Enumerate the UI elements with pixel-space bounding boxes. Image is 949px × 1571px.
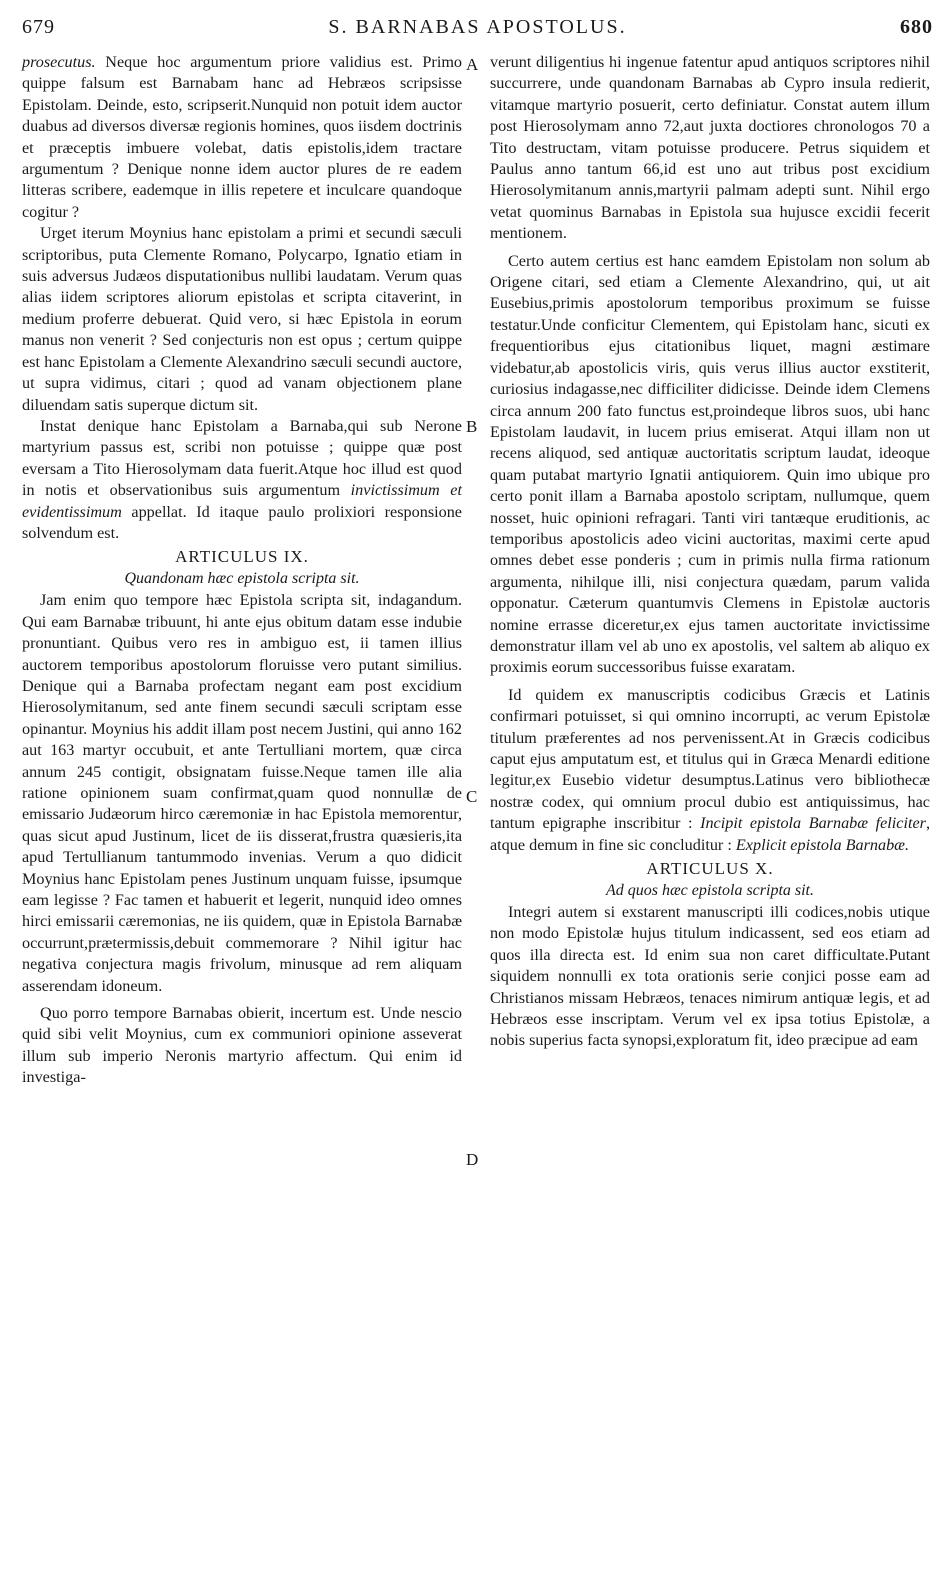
italic-text: Explicit epistola Barnabæ. [735, 835, 910, 854]
running-title: S. BARNABAS APOSTOLUS. [328, 16, 627, 38]
paragraph: Certo autem certius est hanc eamdem Epistolam non solum ab Origene citari, sed etiam a Clemente Alexandrino, qui, ut ait Eusebius,primis apostolorum temporibus proximum se fuisse testatur.Unde conficitur Clementem, qui Epistolam hanc, sicuti ex frequentioribus ejus citationibus liquet, magni æstimare videbatur,ab apostolicis viris, quis verus illius auctor exstiterit, curiosius indagasse,nec difficiliter didicisse. Deinde idem Clemens circa annum 200 fato functus est,proindeque libros suos, ubi hanc Epistolam laudavit, in lucem prius emiserat. Atqui illam non ut recens aliquod, sed antiquæ auctoritatis scriptum laudat, ideoque quam putabat martyrio Ignatii antiquiorem. Quin imo ubique pro certo ponit illam a Barnaba apostolo scriptam, nullumque, quem nosset, huic opinioni refragari. Tanti viri tantæque eruditionis, ac temporibus apostolicis adeo vicini auctoritas, maximi certe apud omnes debet esse ponderis ; cum in primis nulla firma rationum argumenta, nihilque illi, nisi conjectura quædam, parum valida opponatur. Cæterum quantumvis Clemens in Epistolæ auctoris nomine errasse diceretur,ex ejus tamen auctoritate invictissime demonstratur illam vel ab uno ex apostolis, vel saltem ab aliquo ex proximis eorum successoribus fuisse exaratam. [490, 251, 930, 677]
paragraph-text: , atque demum in fine sic concluditur : [490, 814, 931, 854]
paragraph [490, 685, 930, 856]
paragraph: Urget iterum Moynius hanc epistolam a primi et secundi sæculi scriptoribus, puta Clemente Romano, Polycarpo, Ignatio etiam in suis adversus Judæos disputationibus nullibi laudatam. Verum quas alias iidem scriptores aliorum epistolas et scripta citaverint, in medium proferre debuerat. Quid vero, si hæc Epistola in eorum manus non venerit ? Sed conjecturis non est opus ; certum quippe est hanc Epistolam a Clemente Alexandrino sæculi secundi auctore, ut supra vidimus, citari ; quod ad vanam objectionem plane diluendam satis superque dictum sit. [22, 224, 462, 414]
paragraph: Jam enim quo tempore hæc Epistola scripta sit, indagandum. Qui eam Barnabæ tribuunt, hi ante ejus obitum datam esse indubie pronuntiant. Quibus vero res in ambiguo est, ii tamen illius auctorem temporibus apostolorum floruisse vero putant similius. Denique qui a Barnaba profectam negant eam post excidium Hierosolymitanum, sed ante finem secundi sæculi scriptam esse opinantur. Moynius his addit illam post necem Justini, qui anno 162 aut 163 martyr occubuit, et ante Tertulliani mortem, quæ circa annum 245 contigit, obsignatam fuisse.Neque tamen ille alia ratione opinionem suam confirmat,quam quod nonnullæ de emissario Judæorum hirco cæremoniæ in hac Epistola memorentur, quas sicut apud Justinum, licet de iis disserat,frustra quæsieris,ita apud Tertullianum tantummodo invenias. Verum a quo didicit Moynius hanc Epistolam penes Justinum unquam fuisse, ipsumque eam legisse ? Fac tamen et habuerit et legerit, nunquid ideo omnes hirci emissarii cæremonias, ne iis quidem, quæ in Epistola Barnabæ occurrunt,prætermissis,debuit commemorare ? Nihil igitur hac negativa conjectura magis frivolum, minusque ad rem aliquam asserendam idoneum. [22, 591, 462, 995]
italic-text: prosecutus. [22, 53, 96, 71]
article-heading: ARTICULUS IX. [175, 547, 309, 567]
margin-letter-b: B [466, 417, 478, 436]
paragraph-text: appellat. Id itaque paulo prolixiori responsione solvendum est. [22, 502, 462, 542]
margin-letter-a: A [466, 55, 479, 74]
italic-text: Incipit epistola Barnabæ feliciter [700, 814, 926, 833]
margin-letter-d: D [466, 1150, 479, 1169]
italic-text: invictissimum et evidentissimum [22, 481, 462, 521]
page-number-left: 679 [22, 16, 55, 38]
margin-letter-c: C [466, 787, 478, 806]
page-number-right: 680 [900, 16, 933, 38]
paragraph: Quo porro tempore Barnabas obierit, incertum est. Unde nescio quid sibi velit Moynius, cum ex communiori opinione asseverat illum sub imperio Neronis martyrio affectum. Qui enim id investiga- [22, 1004, 462, 1087]
paragraph-text: Neque hoc argumentum priore validius est. Primo quippe falsum est Barnabam hanc ad Hebræos scripsisse Epistolam. Deinde, esto, scripserit.Nunquid non potuit idem auctor duabus ad diversos diversæ regionis homines, quos iisdem doctrinis et præceptis imbuere volebat, datis epistolis,idem tractare argumentum ? Denique nonne idem auctor plures de re eadem litteras scribere, eademque in illis repetere et inculcare quandoque cogitur ? [22, 53, 462, 221]
article-subheading: Quandonam hæc epistola scripta sit. [124, 570, 360, 588]
paragraph-text: Instat denique hanc Epistolam a Barnaba,qui sub Nerone martyrium passus est, scribi non potuisse ; quippe quæ post eversam a Tito Hierosolymam data fuerit.Atque hoc illud est quod in notis et observationibus suis argumentum [22, 416, 462, 500]
right-column [490, 52, 930, 1052]
paragraph: verunt diligentius hi ingenue fatentur apud antiquos scriptores nihil succurrere, unde quandonam Barnabas ab Cypro insula redierit, vitamque martyrio posuerit, certo definiatur. Constat autem illum post Hierosolymam anno 72,aut juxta doctiores chronologos 70 a Tito destructam, vitam potuisse producere. Petrus siquidem et Paulus anno tantum 66,id est uno aut tribus post excidium Hierosolymitanum annis,martyrii palmam adepti sunt. Nihil ergo vetat quominus Barnabas in Epistola sua hujusce excidii fecerit mentionem. [490, 53, 930, 243]
article-subheading: Ad quos hæc epistola scripta sit. [606, 882, 814, 900]
paragraph [22, 416, 462, 544]
paragraph [22, 52, 462, 223]
page-header [22, 16, 933, 44]
paragraph-text: Id quidem ex manuscriptis codicibus Græcis et Latinis confirmari potuisset, si qui omnino incorrupti, ac verum Epistolæ titulum præferentes ad nos pervenissent.At in Græcis codicibus caput ejus amputatum est, et titulus qui in Græca Menardi editione legitur,ex Eusebio videtur desumptus.Latinus vero bibliothecæ nostræ codex, qui omnium procul dubio est antiquissimus, hac tantum epigraphe inscribitur : [490, 685, 930, 833]
left-column [22, 52, 462, 1089]
article-heading: ARTICULUS X. [646, 859, 774, 879]
paragraph: Integri autem si exstarent manuscripti illi codices,nobis utique non modo Epistolæ hujus titulum indicassent, sed eos etiam ad quos illa directa est. Id enim sua non caret difficultate.Putant siquidem nonnulli ex tota orationis serie conjici posse eam ad Christianos missam Hebræos, tenaces nimirum antiquæ legis, et ad Hebræos esse inscriptam. Verum vel ex ipsa totius Epistolæ, a nobis superius facta synopsi,exploratum fit, ideo præcipue ad eam [490, 903, 930, 1050]
